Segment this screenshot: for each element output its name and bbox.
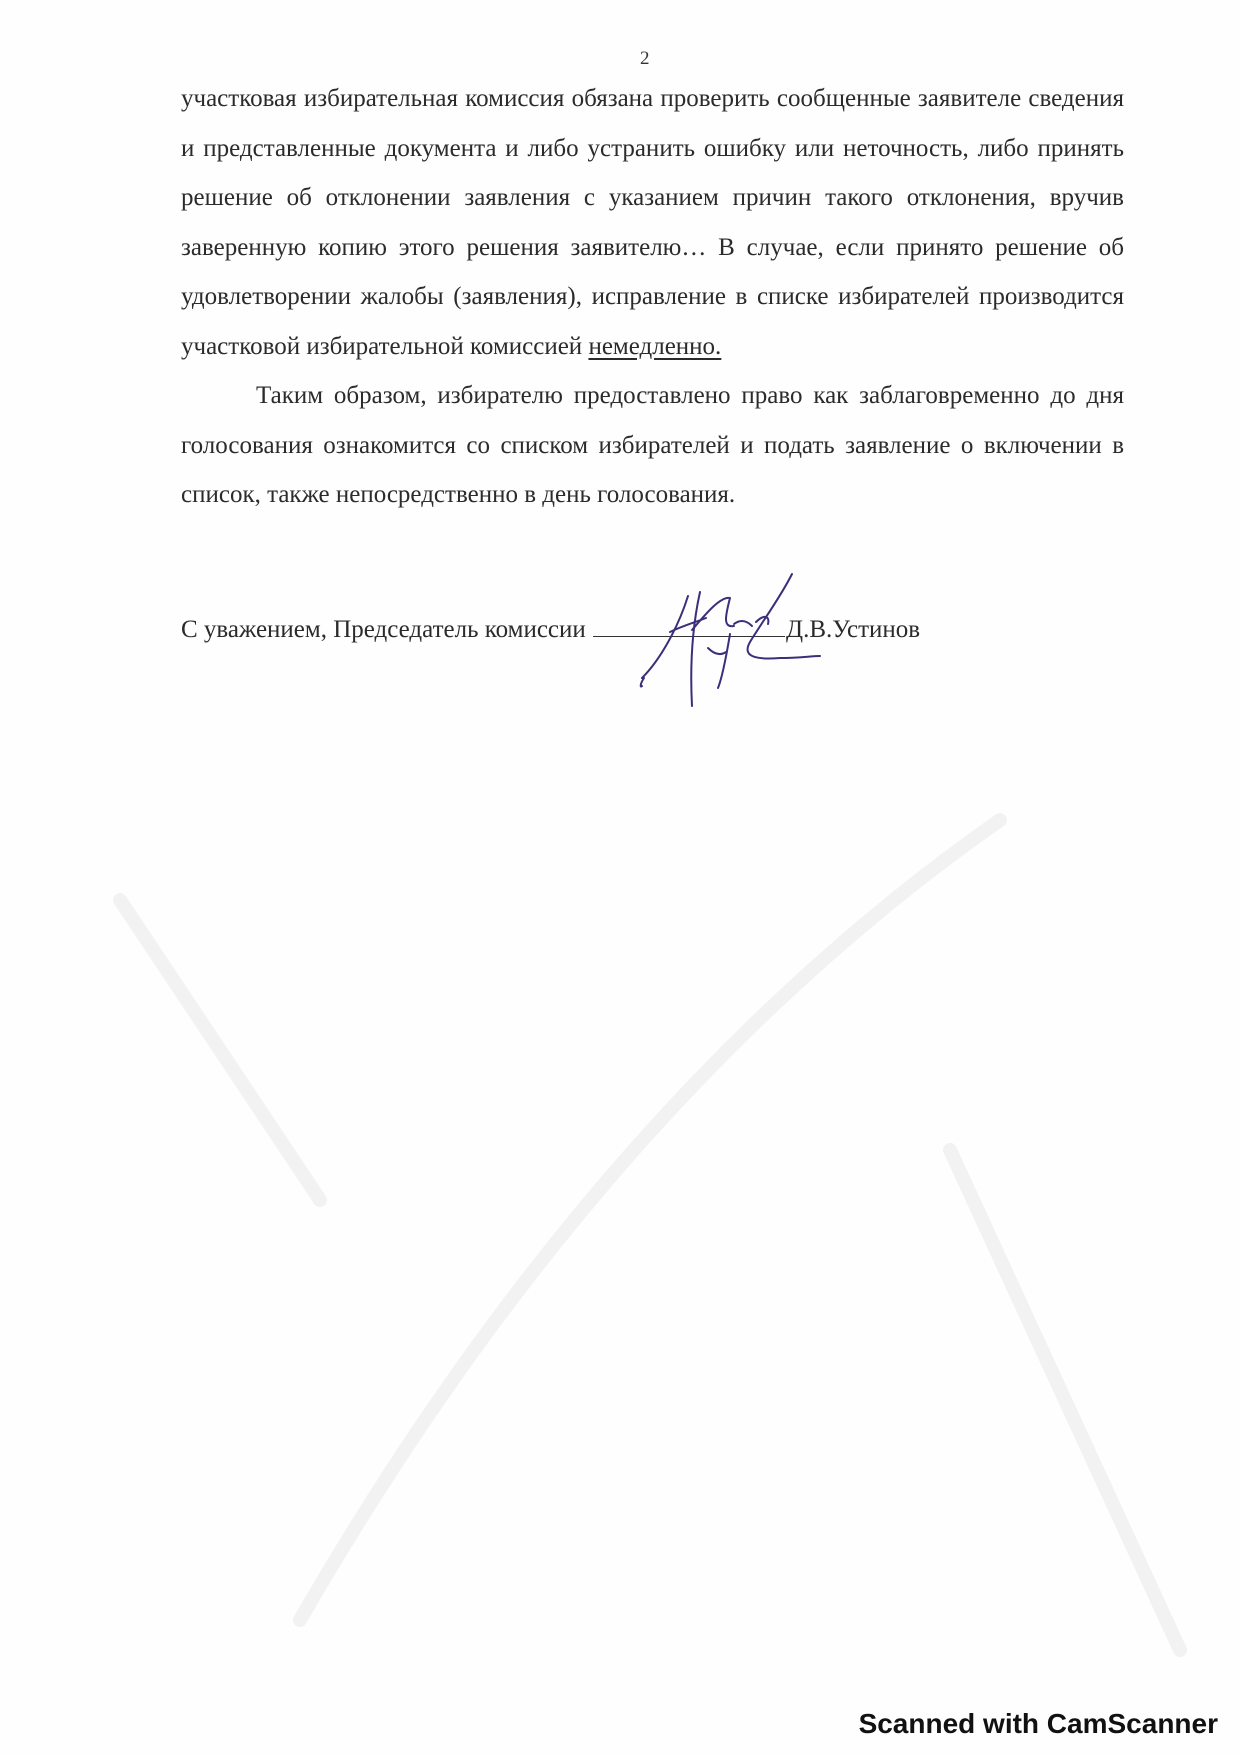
signatory-name: Д.В.Устинов bbox=[786, 616, 921, 643]
page-number: 2 bbox=[640, 48, 650, 69]
paragraph-1 bbox=[181, 74, 1124, 371]
handwritten-signature bbox=[630, 568, 850, 710]
camscanner-watermark: Scanned with CamScanner bbox=[858, 1708, 1218, 1739]
closing-salutation: С уважением, Председатель комиссии bbox=[181, 616, 586, 643]
letter-body bbox=[181, 74, 1124, 520]
paragraph-2: Таким образом, избирателю предоставлено право как заблаговременно до дня голосования ознакомится со списком избирателей и подать заявление о включении в список, также непосредственно в день голосования. bbox=[181, 382, 1124, 508]
paragraph-1-text: участковая избирательная комиссия обязана проверить сообщенные заявителе сведения и представленные документа и либо устранить ошибку или неточность, либо принять решение об отклонении заявления с указанием причин такого отклонения, вручив заверенную копию этого решения заявителю… В случае, если принято решение об удовлетворении жалобы (заявления), исправление в списке избирателей производится участковой избирательной комиссией bbox=[181, 85, 1124, 360]
paragraph-1-emphasis: немедленно. bbox=[588, 332, 722, 360]
